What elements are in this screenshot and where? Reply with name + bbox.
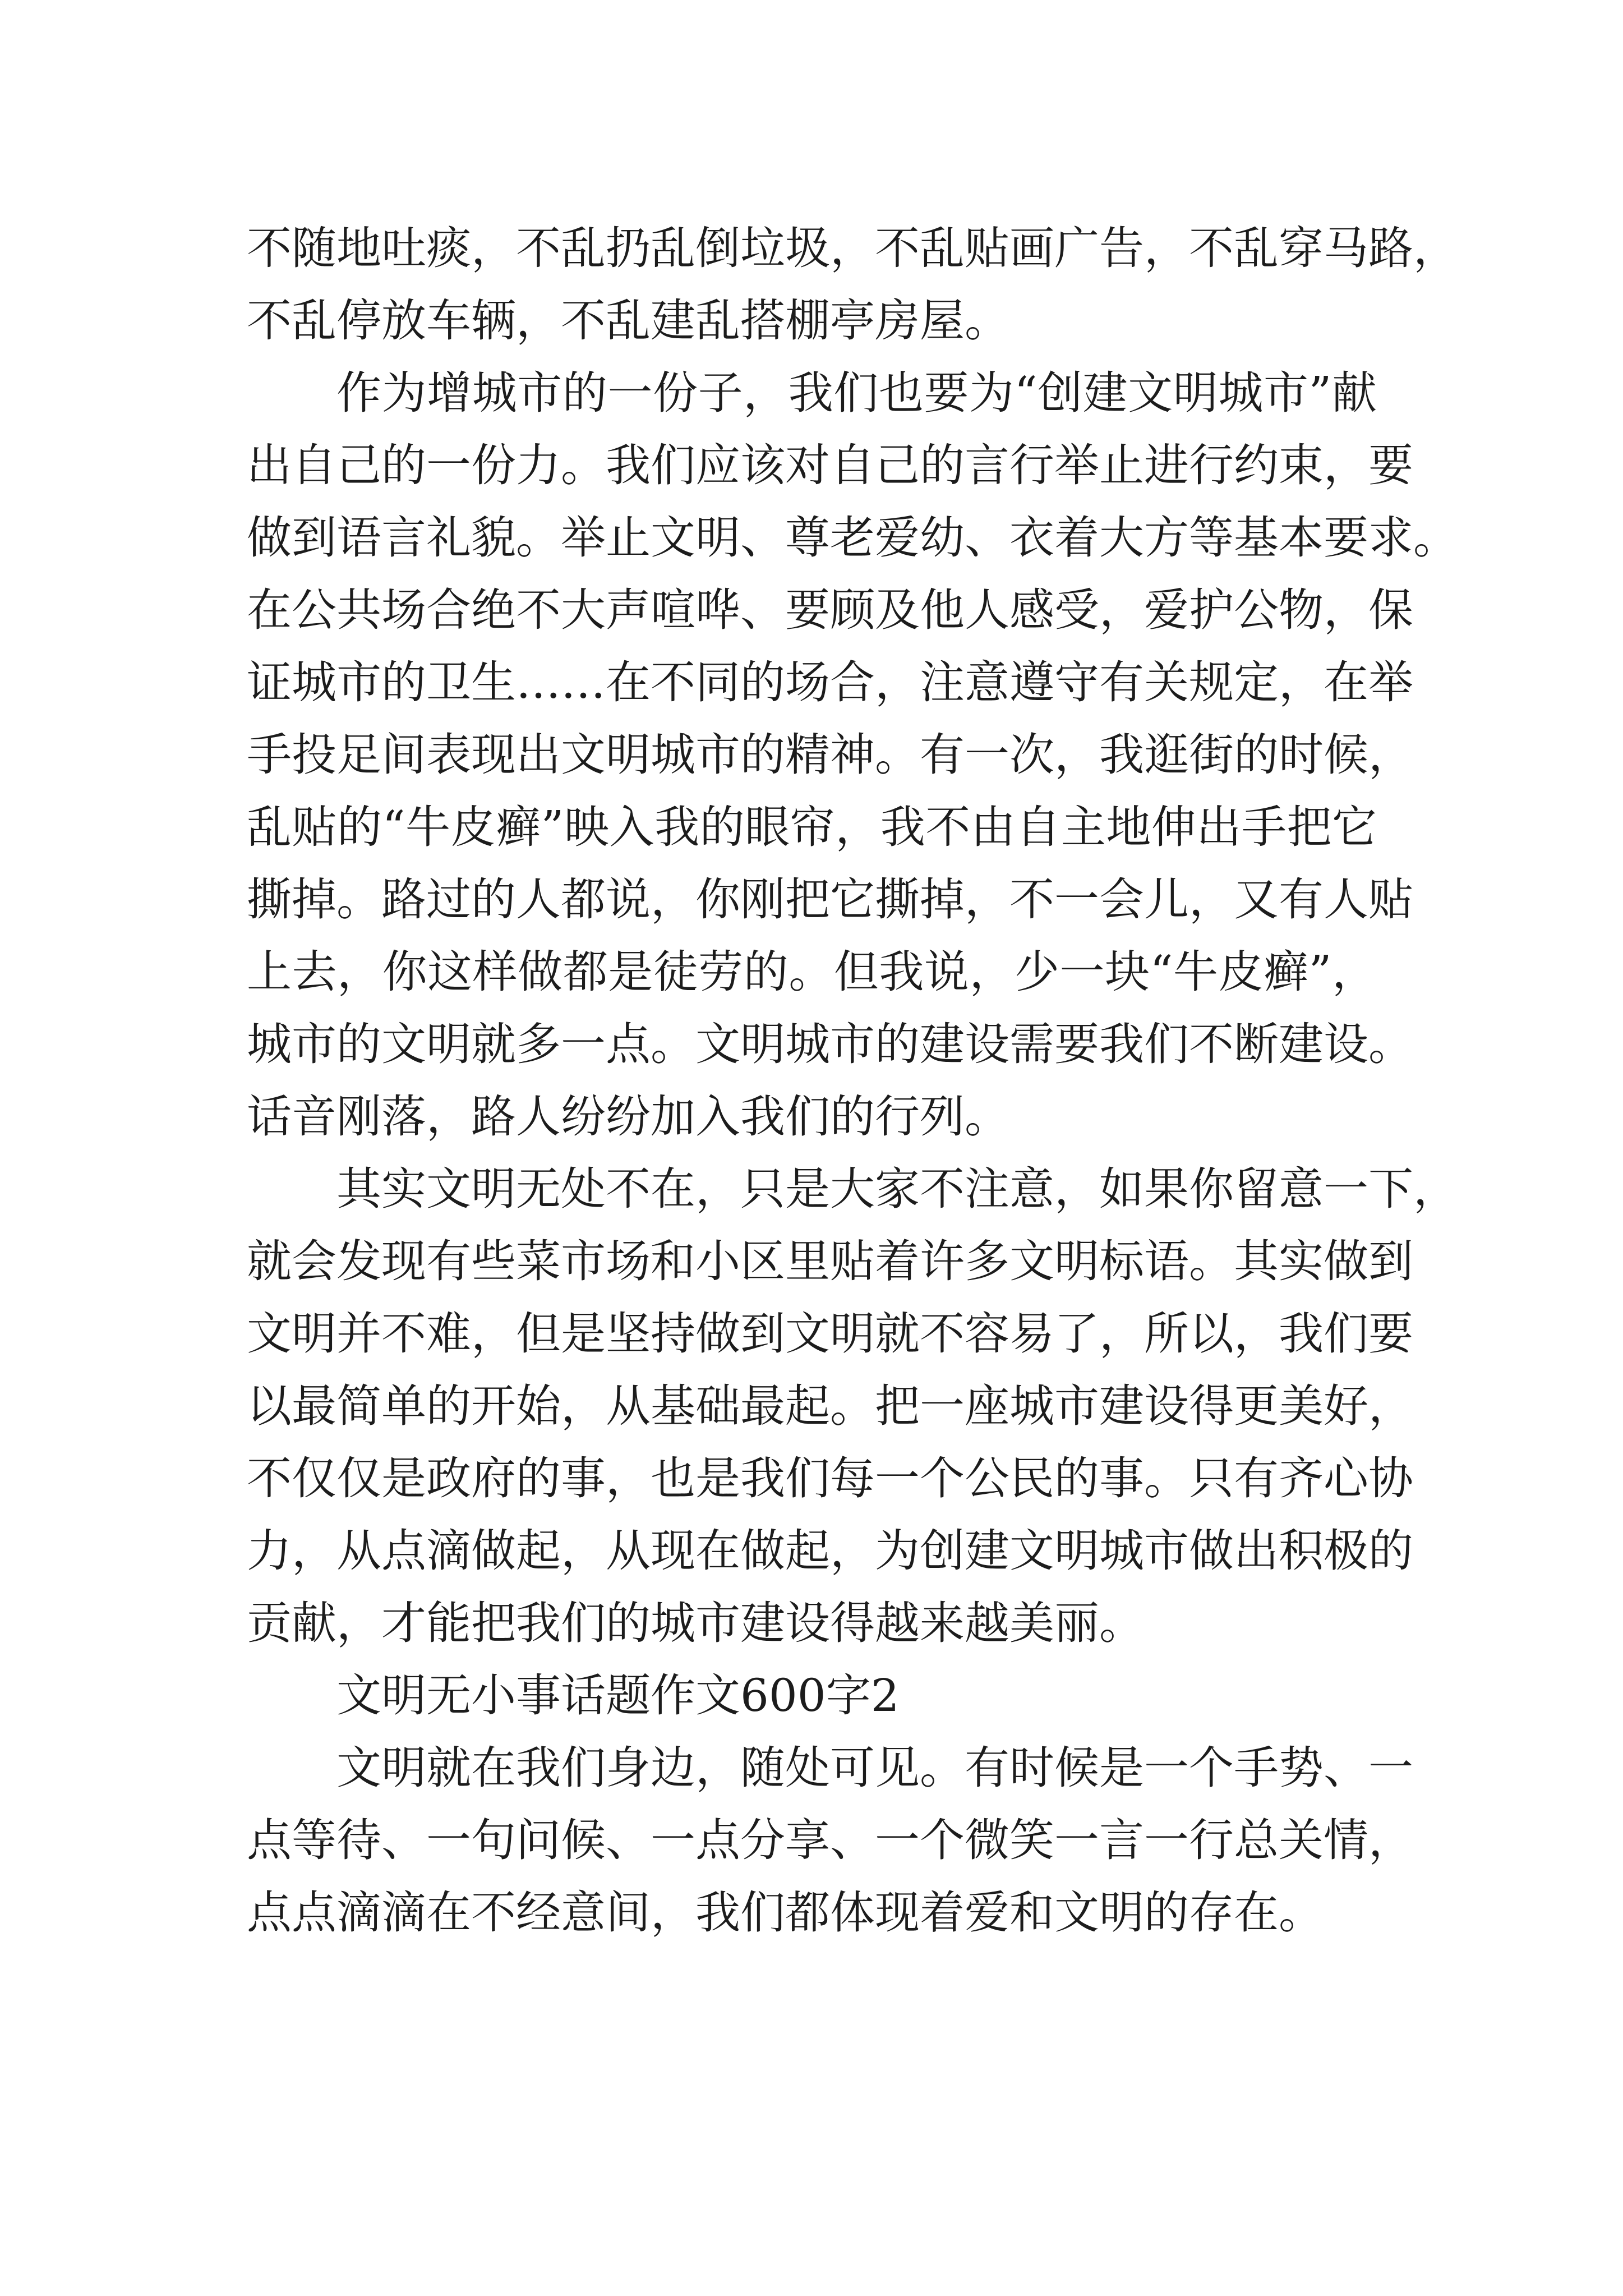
text-line: 不随地吐痰，不乱扔乱倒垃圾，不乱贴画广告，不乱穿马路， (247, 222, 1458, 274)
text-line: 不仅仅是政府的事，也是我们每一个公民的事。只有齐心协 (247, 1452, 1413, 1504)
text-line: 话音刚落，路人纷纷加入我们的行列。 (247, 1091, 1009, 1143)
text-line: 点点滴滴在不经意间，我们都体现着爱和文明的存在。 (247, 1887, 1324, 1939)
essay-body (247, 212, 1458, 1949)
paragraph-3 (247, 1153, 1458, 1659)
text-line: 点等待、一句问候、一点分享、一个微笑一言一行总关情， (247, 1814, 1413, 1866)
text-line: 乱贴的“牛皮癣”映入我的眼帘，我不由自主地伸出手把它 (247, 801, 1377, 853)
text-line: 贡献，才能把我们的城市建设得越来越美丽。 (247, 1597, 1144, 1649)
paragraph-4 (247, 1732, 1413, 1949)
text-line: 以最简单的开始，从基础最起。把一座城市建设得更美好， (247, 1380, 1413, 1432)
section-heading (247, 1659, 1377, 1732)
text-line: 力，从点滴做起，从现在做起，为创建文明城市做出积极的 (247, 1525, 1413, 1577)
heading-line: 文明无小事话题作文600字2 (336, 1669, 900, 1722)
text-line: 作为增城市的一份子，我们也要为“创建文明城市”献 (336, 367, 1377, 419)
text-line: 城市的文明就多一点。文明城市的建设需要我们不断建设。 (247, 1018, 1413, 1070)
text-line: 上去，你这样做都是徒劳的。但我说，少一块“牛皮癣”， (247, 946, 1377, 998)
text-line: 出自己的一份力。我们应该对自己的言行举止进行约束，要 (247, 439, 1413, 491)
text-line: 手投足间表现出文明城市的精神。有一次，我逛街的时候， (247, 729, 1413, 781)
text-line: 其实文明无处不在，只是大家不注意，如果你留意一下， (336, 1163, 1458, 1215)
text-line: 证城市的卫生……在不同的场合，注意遵守有关规定，在举 (247, 656, 1413, 708)
text-line: 文明并不难，但是坚持做到文明就不容易了，所以，我们要 (247, 1308, 1413, 1360)
paragraph-2 (247, 357, 1458, 1153)
text-line: 文明就在我们身边，随处可见。有时候是一个手势、一 (336, 1742, 1413, 1794)
text-line: 做到语言礼貌。举止文明、尊老爱幼、衣着大方等基本要求。 (247, 512, 1458, 564)
text-line: 在公共场合绝不大声喧哗、要顾及他人感受，爱护公物，保 (247, 584, 1413, 636)
paragraph-1 (247, 212, 1458, 357)
text-line: 就会发现有些菜市场和小区里贴着许多文明标语。其实做到 (247, 1235, 1413, 1287)
text-line: 撕掉。路过的人都说，你刚把它撕掉，不一会儿，又有人贴 (247, 873, 1413, 926)
text-line: 不乱停放车辆，不乱建乱搭棚亭房屋。 (247, 295, 1009, 347)
